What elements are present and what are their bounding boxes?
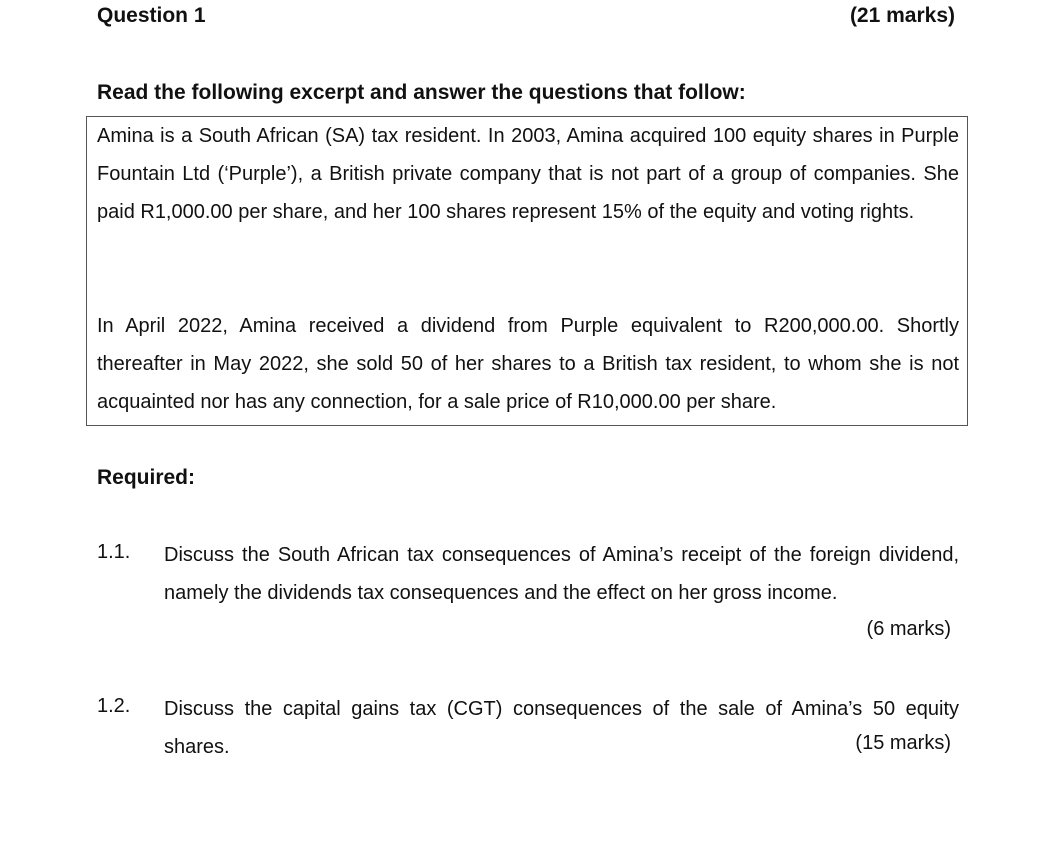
question-total-marks: (21 marks) [849, 4, 955, 27]
question-1-1-number: 1.1. [97, 541, 131, 563]
instruction-heading: Read the following excerpt and answer the questions that follow: [97, 81, 746, 104]
question-1-2-number: 1.2. [97, 695, 131, 717]
question-1-1-marks: (6 marks) [866, 618, 951, 640]
question-1-2-marks: (15 marks) [855, 732, 951, 754]
question-1-1-text: Discuss the South African tax consequences of Amina’s receipt of the foreign dividend, namely the dividends tax consequences and the effect on her gross income. [164, 544, 959, 604]
excerpt-paragraph-1: Amina is a South African (SA) tax resident. In 2003, Amina acquired 100 equity shares in Purple Fountain Ltd (‘Purple’), a British private company that is not part of a group of companies. She paid R1,000.00 per share, and her 100 shares represent 15% of the equity and voting rights. [97, 125, 959, 223]
excerpt-box [86, 116, 968, 426]
question-1-2-text: Discuss the capital gains tax (CGT) consequences of the sale of Amina’s 50 equity shares. [164, 698, 959, 758]
excerpt-paragraph-2: In April 2022, Amina received a dividend from Purple equivalent to R200,000.00. Shortly thereafter in May 2022, she sold 50 of her shares to a British tax resident, to whom she is not acquainted nor has any connection, for a sale price of R10,000.00 per share. [97, 315, 959, 413]
question-title: Question 1 [97, 4, 206, 27]
required-label: Required: [97, 466, 196, 489]
